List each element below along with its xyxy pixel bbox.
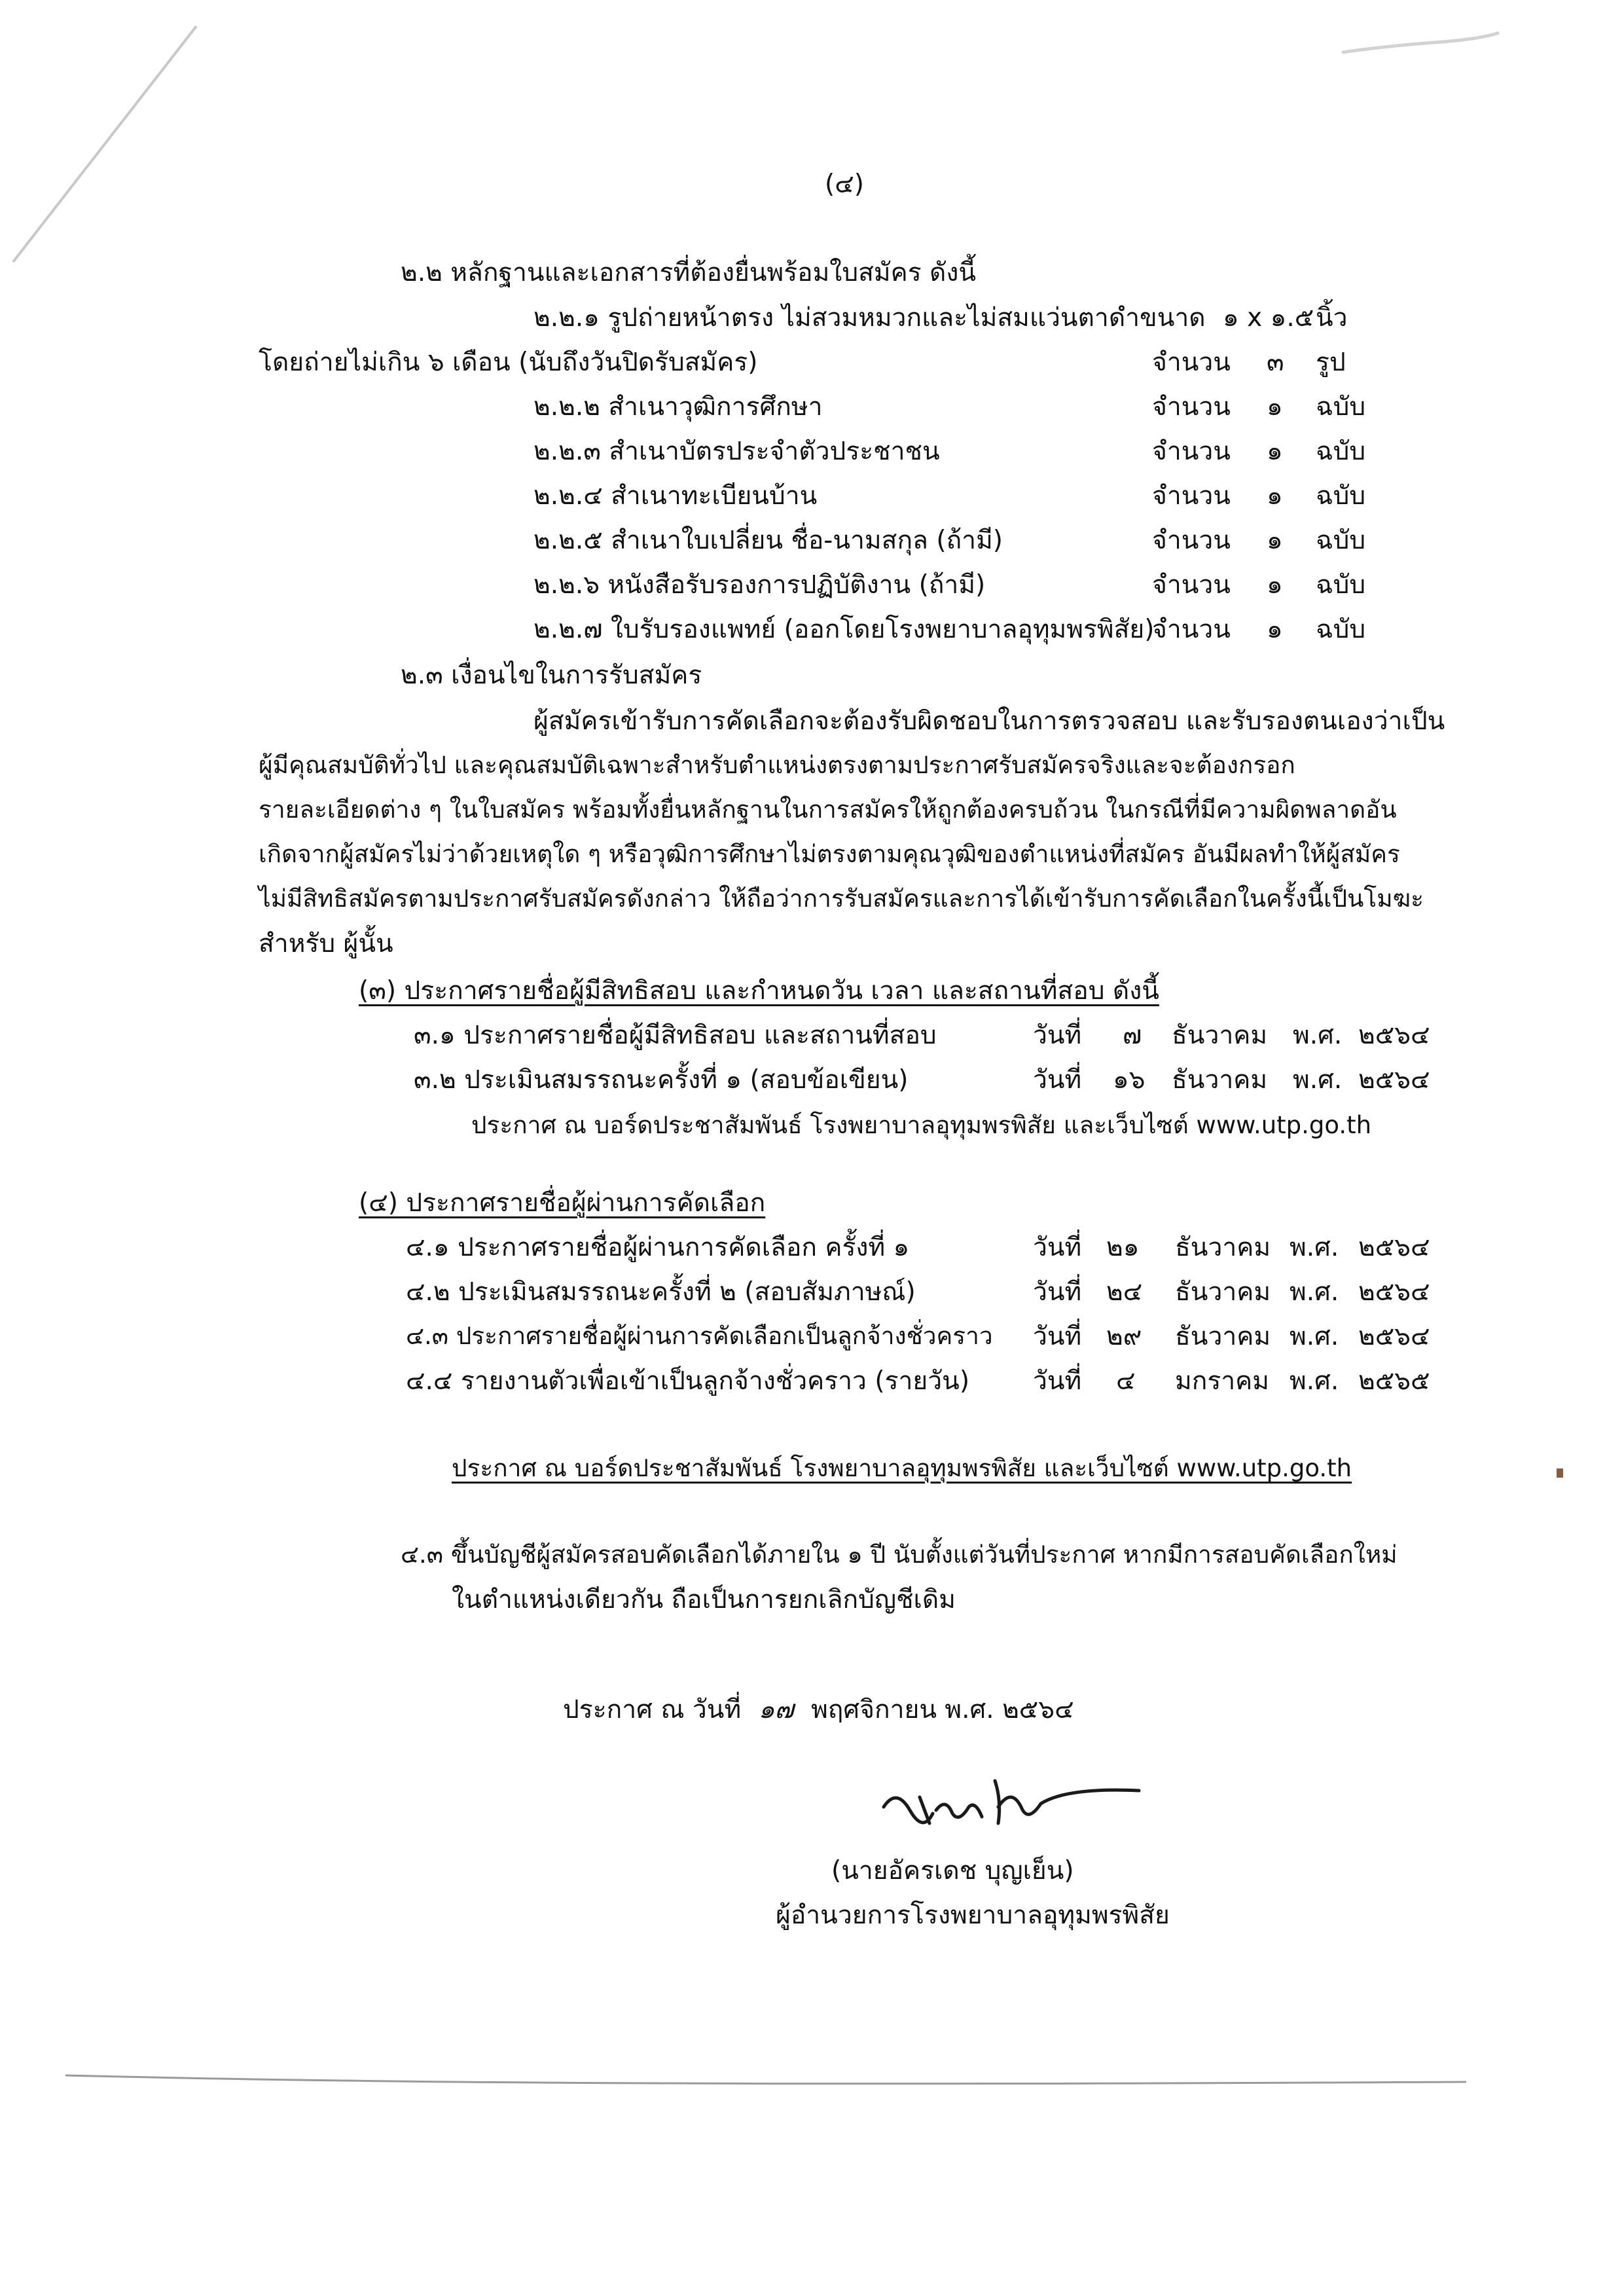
day-label: วันที่ [1033, 1366, 1082, 1396]
qty-unit: รูป [1316, 348, 1346, 377]
document-item-label: ๒.๒.๗ ใบรับรองแพทย์ (ออกโดยโรงพยาบาลอุทุมพรพิสัย) [533, 615, 1155, 644]
era-label: พ.ศ. [1290, 1366, 1339, 1396]
era-label: พ.ศ. [1293, 1065, 1343, 1095]
paragraph-line: ไม่มีสิทธิสมัครตามประกาศรับสมัครดังกล่าว ให้ถือว่าการรับสมัครและการได้เข้ารับการคัดเลือกในครั้งนี้เป็นโมฆะ [259, 884, 1424, 913]
scan-mark-top-left [0, 0, 209, 275]
schedule-item-label: ๔.๓ ประกาศรายชื่อผู้ผ่านการคัดเลือกเป็นลูกจ้างชั่วคราว [406, 1322, 993, 1350]
qty-value: ๓ [1267, 348, 1284, 377]
qty-label: จำนวน [1152, 615, 1231, 644]
section-3-notice: ประกาศ ณ บอร์ดประชาสัมพันธ์ โรงพยาบาลอุทุมพรพิสัย และเว็บไซต์ www.utp.go.th [471, 1111, 1372, 1139]
scan-mark-top-right [1335, 13, 1506, 65]
section-4-notice: ประกาศ ณ บอร์ดประชาสัมพันธ์ โรงพยาบาลอุทุมพรพิสัย และเว็บไซต์ www.utp.go.th [452, 1454, 1352, 1482]
day-value: ๒๔ [1106, 1277, 1143, 1307]
month-value: ธันวาคม [1172, 1021, 1268, 1050]
signer-title: ผู้อำนวยการโรงพยาบาลอุทุมพรพิสัย [776, 1901, 1170, 1930]
year-value: ๒๕๖๔ [1358, 1277, 1430, 1307]
year-value: ๒๕๖๔ [1358, 1233, 1430, 1262]
document-item-label: ๒.๒.๕ สำเนาใบเปลี่ยน ชื่อ-นามสกุล (ถ้ามี) [533, 526, 1003, 555]
era-label: พ.ศ. [1290, 1322, 1339, 1351]
qty-value: ๑ [1267, 481, 1283, 511]
schedule-item-label: ๓.๑ ประกาศรายชื่อผู้มีสิทธิสอบ และสถานที่สอบ [414, 1021, 937, 1050]
schedule-item-label: ๔.๑ ประกาศรายชื่อผู้ผ่านการคัดเลือก ครั้งที่ ๑ [406, 1233, 910, 1262]
photo-size: ๑ x ๑.๕ [1223, 303, 1314, 333]
scan-line-bottom [65, 2069, 1466, 2095]
month-value: ธันวาคม [1175, 1277, 1271, 1307]
qty-label: จำนวน [1152, 526, 1231, 555]
document-item-label: ๒.๒.๒ สำเนาวุฒิการศึกษา [533, 392, 823, 422]
schedule-item-label: ๓.๒ ประเมินสมรรถนะครั้งที่ ๑ (สอบข้อเขียน) [414, 1065, 909, 1095]
year-value: ๒๕๖๔ [1358, 1322, 1430, 1351]
qty-label: จำนวน [1152, 348, 1231, 377]
qty-unit: ฉบับ [1316, 615, 1366, 644]
qty-unit: ฉบับ [1316, 392, 1366, 422]
document-item-label: ๒.๒.๖ หนังสือรับรองการปฏิบัติงาน (ถ้ามี) [533, 570, 986, 600]
paragraph-line: ผู้มีคุณสมบัติทั่วไป และคุณสมบัติเฉพาะสำหรับตำแหน่งตรงตามประกาศรับสมัครจริงและจะต้องกรอก [259, 751, 1295, 779]
month-value: ธันวาคม [1175, 1322, 1271, 1351]
item-2-2-1-line2: โดยถ่ายไม่เกิน ๖ เดือน (นับถึงวันปิดรับสมัคร) [259, 348, 758, 377]
announcement-month-year: พฤศจิกายน พ.ศ. ๒๕๖๔ [811, 1695, 1074, 1724]
clause-4-3-line1: ๔.๓ ขึ้นบัญชีผู้สมัครสอบคัดเลือกได้ภายใน ๑ ปี นับตั้งแต่วันที่ประกาศ หากมีการสอบคัดเลือกใหม่ [401, 1540, 1398, 1569]
day-label: วันที่ [1033, 1065, 1082, 1095]
month-value: มกราคม [1175, 1366, 1269, 1396]
section-3-heading: (๓) ประกาศรายชื่อผู้มีสิทธิสอบ และกำหนดวัน เวลา และสถานที่สอบ ดังนี้ [359, 976, 1159, 1006]
scan-dot [1557, 1468, 1563, 1478]
era-label: พ.ศ. [1290, 1277, 1339, 1307]
section-4-heading: (๔) ประกาศรายชื่อผู้ผ่านการคัดเลือก [359, 1188, 766, 1218]
qty-label: จำนวน [1152, 437, 1231, 466]
document-item-label: ๒.๒.๔ สำเนาทะเบียนบ้าน [533, 481, 818, 511]
qty-unit: ฉบับ [1316, 526, 1366, 555]
day-value: ๒๑ [1106, 1233, 1140, 1262]
paragraph-line: รายละเอียดต่าง ๆ ในใบสมัคร พร้อมทั้งยื่นหลักฐานในการสมัครให้ถูกต้องครบถ้วน ในกรณีที่มีความผิดพลาดอัน [259, 795, 1397, 824]
month-value: ธันวาคม [1175, 1233, 1271, 1262]
day-value: ๔ [1116, 1366, 1136, 1396]
signer-name: (นายอัครเดช บุญเย็น) [831, 1856, 1074, 1886]
qty-value: ๑ [1267, 526, 1283, 555]
month-value: ธันวาคม [1172, 1065, 1268, 1095]
day-label: วันที่ [1033, 1322, 1082, 1351]
announcement-day: ๑๗ [758, 1695, 794, 1724]
qty-value: ๑ [1267, 570, 1283, 600]
section-2-3-heading: ๒.๓ เงื่อนไขในการรับสมัคร [401, 661, 702, 690]
day-label: วันที่ [1033, 1233, 1082, 1262]
photo-size-unit: นิ้ว [1316, 303, 1348, 333]
day-label: วันที่ [1033, 1277, 1082, 1307]
qty-label: จำนวน [1152, 392, 1231, 422]
announcement-prefix: ประกาศ ณ วันที่ [563, 1695, 742, 1724]
qty-label: จำนวน [1152, 570, 1231, 600]
schedule-item-label: ๔.๒ ประเมินสมรรถนะครั้งที่ ๒ (สอบสัมภาษณ์) [406, 1277, 916, 1307]
day-label: วันที่ [1033, 1021, 1082, 1050]
page-number: (๔) [825, 170, 864, 199]
paragraph-line: เกิดจากผู้สมัครไม่ว่าด้วยเหตุใด ๆ หรือวุฒิการศึกษาไม่ตรงตามคุณวุฒิของตำแหน่งที่สมัคร อันมีผลทำให้ผู้สมัคร [259, 840, 1400, 868]
qty-value: ๑ [1267, 437, 1283, 466]
qty-unit: ฉบับ [1316, 437, 1366, 466]
era-label: พ.ศ. [1290, 1233, 1339, 1262]
qty-label: จำนวน [1152, 481, 1231, 511]
year-value: ๒๕๖๕ [1358, 1366, 1430, 1396]
announcement-date [563, 1697, 1074, 1722]
era-label: พ.ศ. [1293, 1021, 1343, 1050]
clause-4-3-line2: ในตำแหน่งเดียวกัน ถือเป็นการยกเลิกบัญชีเดิม [452, 1585, 956, 1614]
year-value: ๒๕๖๔ [1358, 1065, 1430, 1095]
day-value: ๗ [1123, 1021, 1142, 1050]
qty-value: ๑ [1267, 392, 1283, 422]
qty-unit: ฉบับ [1316, 570, 1366, 600]
qty-unit: ฉบับ [1316, 481, 1366, 511]
signature [871, 1761, 1146, 1846]
year-value: ๒๕๖๔ [1358, 1021, 1430, 1050]
document-item-label: ๒.๒.๓ สำเนาบัตรประจำตัวประชาชน [533, 437, 940, 466]
item-2-2-1-line1: ๒.๒.๑ รูปถ่ายหน้าตรง ไม่สวมหมวกและไม่สมแว่นตาดำขนาด [533, 303, 1206, 333]
paragraph-line: ผู้สมัครเข้ารับการคัดเลือกจะต้องรับผิดชอบในการตรวจสอบ และรับรองตนเองว่าเป็น [533, 706, 1445, 736]
qty-value: ๑ [1267, 615, 1283, 644]
paragraph-line: สำหรับ ผู้นั้น [259, 929, 393, 958]
section-2-2-heading: ๒.๒ หลักฐานและเอกสารที่ต้องยื่นพร้อมใบสมัคร ดังนี้ [401, 258, 977, 287]
day-value: ๑๖ [1113, 1065, 1146, 1095]
day-value: ๒๙ [1106, 1322, 1142, 1351]
schedule-item-label: ๔.๔ รายงานตัวเพื่อเข้าเป็นลูกจ้างชั่วคราว (รายวัน) [406, 1366, 970, 1396]
